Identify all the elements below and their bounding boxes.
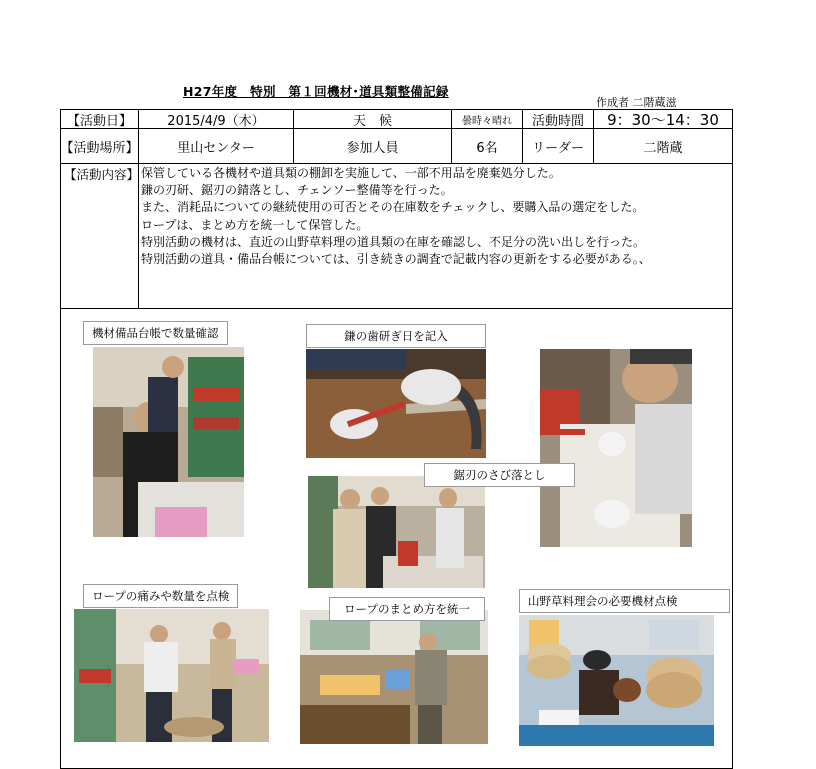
content-line: 保管している各機材や道具類の棚卸を実施して、一部不用品を廃棄処分した。 [141,166,561,180]
caption-saw-rust-removal: 鋸刃のさび落とし [424,463,575,487]
author-line: 作成者 二階蔵滋 [596,96,677,109]
activity-time-value: 9：30～14：30 [594,110,732,129]
photo-rope-inspection [74,609,269,742]
caption-rope-inspection: ロープの痛みや数量を点検 [83,584,238,608]
caption-cooking-equipment-check: 山野草料理会の必要機材点検 [519,589,730,613]
caption-ledger-check: 機材備品台帳で数量確認 [83,321,228,345]
content-line: ロープは、まとめ方を統一して保管した。 [141,217,369,232]
leader-value: 二階蔵 [594,129,732,164]
document-title: H27年度 特別 第１回機材･道具類整備記録 [183,84,449,99]
content-line: 特別活動の機材は、直近の山野草料理の道具類の在庫を確認し、不足分の洗い出しを行った。 [141,234,646,249]
leader-label: リーダー [523,129,594,164]
activity-content-text [141,165,651,268]
content-line: また、消耗品についての継続使用の可否とその在庫数をチェックし、要購入品の選定をした。 [141,200,645,215]
weather-label: 天 候 [294,110,452,129]
photo-rope-unification [300,610,488,744]
weather-value: 曇時々晴れ [452,110,523,129]
photo-ledger-check [93,347,244,537]
photo-cooking-equipment-check [519,615,714,746]
content-divider [61,308,732,309]
photo-sickle-marking [306,349,486,458]
activity-place-label: 【活動場所】 [61,129,139,164]
activity-place-value: 里山センター [139,129,294,164]
photo-saw-rust-removal [308,476,485,588]
caption-sickle-marking: 鎌の歯研ぎ日を記入 [306,324,486,348]
photo-chainsaw-maintenance [540,349,692,547]
activity-date-value: 2015/4/9（木） [139,110,294,129]
participants-label: 参加人員 [294,129,452,164]
activity-content-label: 【活動内容】 [61,164,139,309]
content-line: 特別活動の道具・備品台帳については、引き続きの調査で記載内容の更新をする必要がある。、 [141,252,651,267]
activity-time-label: 活動時間 [523,110,594,129]
caption-rope-unification: ロープのまとめ方を統一 [329,597,485,621]
activity-date-label: 【活動日】 [61,110,139,129]
content-line: 鎌の刃研、鋸刃の錆落とし、チェンソー整備等を行った。 [141,183,453,198]
participants-value: 6名 [452,129,523,164]
